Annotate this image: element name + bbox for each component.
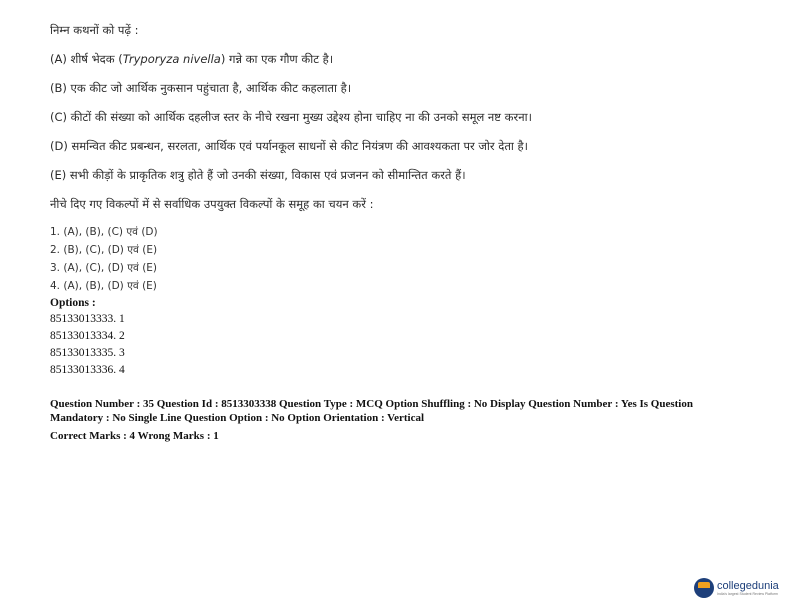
choice-item: 4. (A), (B), (D) एवं (E)	[50, 280, 157, 292]
statement-c: (C) कीटों की संख्या को आर्थिक दहलीज स्तर के नीचे रखना मुख्य उद्देश्य होना चाहिए ना की उनको समूल नष्ट करना।	[50, 110, 532, 124]
statement-e: (E) सभी कीड़ों के प्राकृतिक शत्रु होते हैं जो उनकी संख्या, विकास एवं प्रजनन को सीमान्तित करते हैं।	[50, 168, 466, 182]
question-meta: Question Number : 35 Question Id : 8513303338 Question Type : MCQ Option Shuffling : No Display Question Number : Yes Is Question Mandatory : No Single Line Question Option : No Option Orientation : Vertical	[50, 398, 693, 424]
choice-item: 3. (A), (C), (D) एवं (E)	[50, 262, 158, 274]
question-page	[50, 22, 750, 443]
logo-tagline: India's largest Student Review Platform	[717, 591, 778, 596]
logo-text	[717, 580, 779, 597]
choice-list	[50, 223, 750, 295]
logo-icon	[694, 578, 714, 598]
statement-d: (D) समन्वित कीट प्रबन्धन, सरलता, आर्थिक एवं पर्यानकूल साधनों से कीट नियंत्रण की आवश्यकता पर जोर देता है।	[50, 139, 529, 153]
options-block	[50, 295, 750, 443]
question-marks: Correct Marks : 4 Wrong Marks : 1	[50, 430, 219, 442]
statement-a-suffix: ) गन्ने का एक गौण कीट है।	[220, 52, 334, 66]
options-title: Options :	[50, 297, 96, 309]
option-id: 85133013335. 3	[50, 347, 125, 359]
logo-name: collegedunia	[717, 579, 779, 592]
option-id: 85133013333. 1	[50, 313, 125, 325]
option-id: 85133013336. 4	[50, 364, 125, 376]
question-instruction: नीचे दिए गए विकल्पों में से सर्वाधिक उपयुक्त विकल्पों के समूह का चयन करें :	[50, 197, 374, 211]
question-intro: निम्न कथनों को पढ़ें :	[50, 23, 139, 37]
choice-item: 1. (A), (B), (C) एवं (D)	[50, 226, 158, 238]
option-id: 85133013334. 2	[50, 330, 125, 342]
statement-a-prefix: (A) शीर्ष भेदक (	[50, 52, 123, 66]
question-block	[50, 22, 750, 295]
statement-a-species: Tryporyza nivella	[122, 52, 221, 66]
collegedunia-logo	[694, 578, 779, 598]
statement-a	[50, 51, 750, 68]
choice-item: 2. (B), (C), (D) एवं (E)	[50, 244, 158, 256]
statement-b: (B) एक कीट जो आर्थिक नुकसान पहुंचाता है, आर्थिक कीट कहलाता है।	[50, 81, 352, 95]
